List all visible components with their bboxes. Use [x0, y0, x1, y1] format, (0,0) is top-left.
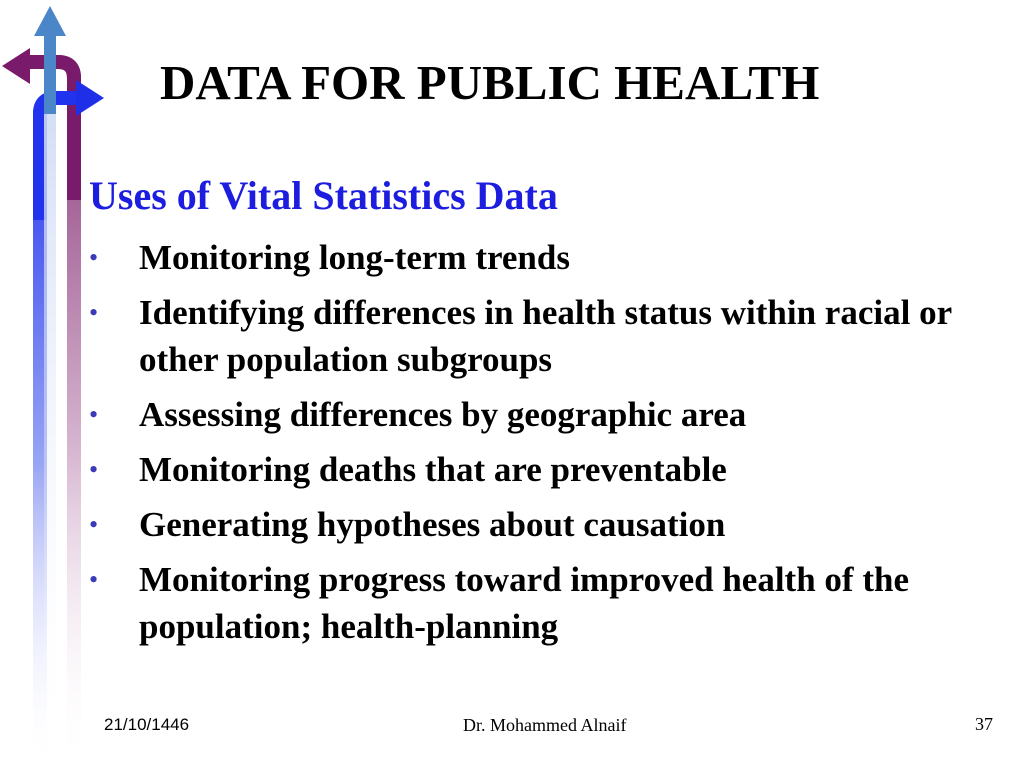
page-number: 37: [975, 714, 993, 734]
bullet-item: [89, 234, 989, 281]
slide-title: DATA FOR PUBLIC HEALTH: [160, 55, 820, 110]
bullet-item: [89, 446, 989, 493]
footer-date: 21/10/1446: [104, 715, 190, 734]
bullet-item: [89, 391, 989, 438]
bullet-marker: •: [89, 298, 99, 327]
bullet-item: [89, 501, 989, 548]
bullet-text: Identifying differences in health status within racial or other population subgroups: [139, 293, 952, 379]
slide-subtitle: Uses of Vital Statistics Data: [89, 173, 558, 218]
bullet-text: Assessing differences by geographic area: [139, 395, 747, 434]
footer-author: Dr. Mohammed Alnaif: [463, 715, 627, 735]
bullet-marker: •: [89, 510, 99, 539]
bullet-marker: •: [89, 565, 99, 594]
bullet-marker: •: [89, 243, 99, 272]
bullet-marker: •: [89, 400, 99, 429]
bullet-text: Monitoring long-term trends: [139, 238, 570, 277]
bullet-text: Monitoring progress toward improved health of the population; health-planning: [139, 560, 909, 646]
bullet-text: Monitoring deaths that are preventable: [139, 450, 727, 489]
bullet-text: Generating hypotheses about causation: [139, 505, 726, 544]
bullet-item: [89, 556, 989, 650]
bullet-item: [89, 289, 989, 383]
bullet-marker: •: [89, 455, 99, 484]
bullet-list: [89, 234, 989, 658]
